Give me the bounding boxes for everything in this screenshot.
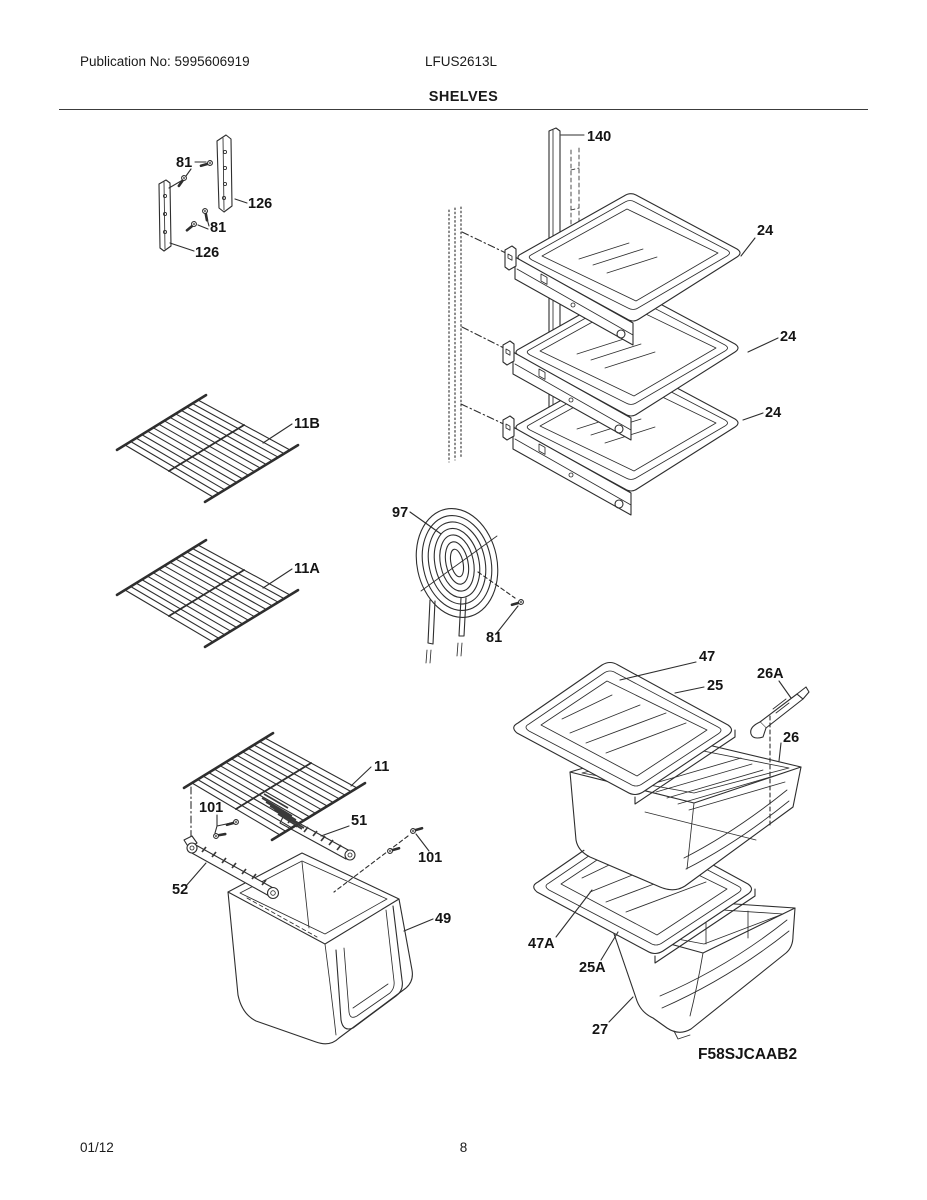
callout-11: 11 [374, 759, 390, 775]
glass-shelf-stack-group [449, 128, 796, 515]
callout-24: 24 [765, 405, 782, 421]
shelf-stop-26A [751, 687, 809, 738]
basket-assembly-group [172, 733, 451, 1044]
callout-24: 24 [757, 223, 774, 239]
hanger-rail-52 [184, 836, 279, 899]
callout-47A: 47A [528, 936, 555, 952]
callout-140: 140 [587, 129, 612, 145]
callout-51: 51 [351, 813, 368, 829]
coil-97 [406, 501, 507, 625]
callout-11B: 11B [294, 416, 320, 432]
wire-shelf-11A [117, 540, 298, 647]
model-number: LFUS2613L [425, 54, 498, 69]
bracket-screw-icon [176, 175, 189, 186]
footer-date: 01/12 [80, 1140, 114, 1155]
rail-screw-icon [227, 818, 239, 828]
callout-52: 52 [172, 882, 189, 898]
glass-shelf-24-top [505, 194, 740, 345]
callout-126: 126 [248, 196, 273, 212]
callout-24: 24 [780, 329, 797, 345]
wire-shelf-11 [184, 733, 368, 840]
mounting-brackets-group [159, 135, 272, 261]
drawer-assembly-group [514, 649, 809, 1063]
wire-shelves-group [117, 395, 320, 647]
bracket-screw-icon [200, 208, 211, 220]
publication-number: Publication No: 5995606919 [80, 54, 250, 69]
callout-81: 81 [486, 630, 503, 646]
rail-screw-icon [387, 846, 399, 856]
callout-26: 26 [783, 730, 800, 746]
callout-49: 49 [435, 911, 452, 927]
bracket-screw-icon [186, 221, 198, 230]
coil-group [392, 501, 524, 663]
callout-97: 97 [392, 505, 409, 521]
callout-126: 126 [195, 245, 220, 261]
footer-page-number: 8 [459, 1140, 468, 1155]
callout-26A: 26A [757, 666, 784, 682]
assembly-code: F58SJCAAB2 [698, 1046, 798, 1063]
callout-81: 81 [210, 220, 227, 236]
wire-shelf-11B [117, 395, 298, 502]
callout-25: 25 [707, 678, 724, 694]
callout-101: 101 [199, 800, 224, 816]
callout-25A: 25A [579, 960, 606, 976]
callout-11A: 11A [294, 561, 320, 577]
callout-81: 81 [176, 155, 193, 171]
callout-101: 101 [418, 850, 443, 866]
page-title: SHELVES [428, 89, 499, 105]
callout-47: 47 [699, 649, 716, 665]
callout-27: 27 [592, 1022, 609, 1038]
bracket-screw-icon [201, 159, 213, 169]
